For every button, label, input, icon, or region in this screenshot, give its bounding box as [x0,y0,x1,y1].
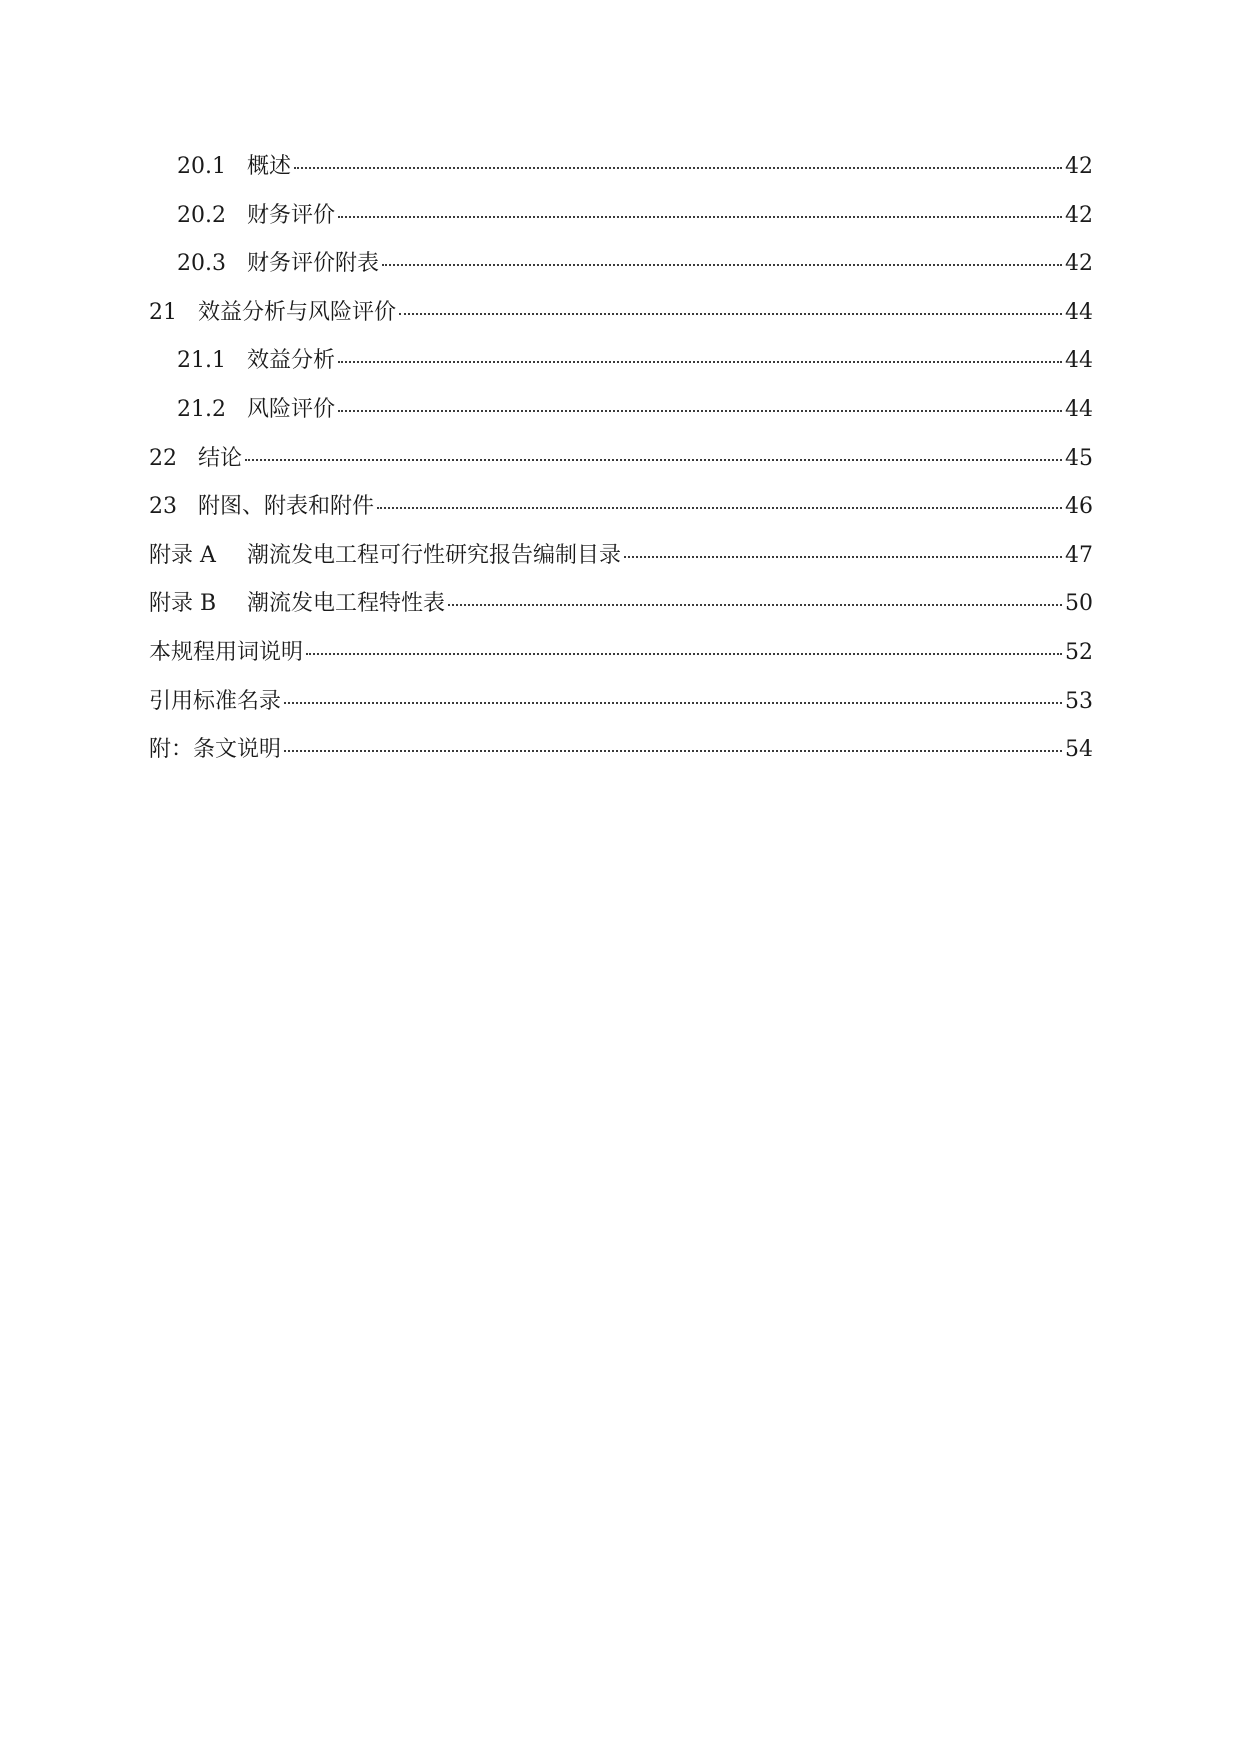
toc-entry-page: 53 [1065,688,1093,714]
toc-entry-title: 概述 [247,154,292,179]
toc-entry-page: 44 [1065,348,1093,374]
toc-entry-title: 潮流发电工程可行性研究报告编制目录 [247,542,622,568]
toc-entry-page: 44 [1065,299,1093,325]
toc-entry-title: 结论 [198,445,243,471]
toc-entry-title: 附图、附表和附件 [198,494,375,520]
toc-entry[interactable] [149,580,1093,629]
toc-dot-leader [294,165,1062,169]
toc-dot-leader [338,214,1062,218]
toc-dot-leader [399,311,1062,315]
toc-entry-title: 效益分析 [247,348,336,374]
toc-dot-leader [284,700,1062,704]
toc-entry[interactable] [149,386,1093,435]
toc-entry-title: 财务评价附表 [247,251,380,277]
toc-entry-page: 50 [1065,591,1093,617]
toc-entry[interactable] [149,532,1093,581]
toc-entry[interactable] [149,289,1093,338]
toc-entry-page: 42 [1065,154,1093,179]
toc-entry-page: 47 [1065,542,1093,568]
toc-entry[interactable] [149,483,1093,532]
toc-entry-title: 财务评价 [247,202,336,228]
toc-entry-page: 44 [1065,396,1093,422]
toc-entry-number: 20.1 [177,154,226,179]
toc-entry-title: 潮流发电工程特性表 [247,591,446,617]
toc-entry-page: 42 [1065,202,1093,228]
toc-dot-leader [377,505,1062,509]
toc-dot-leader [306,651,1062,655]
toc-entry-number: 21.1 [177,348,226,374]
toc-entry-page: 54 [1065,737,1093,763]
toc-entry[interactable] [149,240,1093,289]
toc-entry-number: 21.2 [177,396,226,422]
toc-entry-title: 本规程用词说明 [149,639,304,665]
table-of-contents [149,143,1093,775]
toc-entry[interactable] [149,726,1093,775]
toc-entry-number: 20.3 [177,251,226,277]
toc-entry-page: 52 [1065,639,1093,665]
toc-dot-leader [338,408,1062,412]
toc-entry-title: 效益分析与风险评价 [198,299,397,325]
toc-entry-page: 45 [1065,445,1093,471]
toc-entry-page: 42 [1065,251,1093,277]
toc-entry-title: 引用标准名录 [149,688,282,714]
toc-entry-number: 附录 A [149,542,216,568]
toc-entry-number: 23 [149,494,177,520]
toc-dot-leader [338,359,1062,363]
toc-entry-number: 22 [149,445,177,471]
toc-entry-title: 风险评价 [247,396,336,422]
toc-entry-page: 46 [1065,494,1093,520]
toc-entry[interactable] [149,143,1093,192]
toc-entry-number: 20.2 [177,202,226,228]
toc-dot-leader [448,602,1062,606]
toc-dot-leader [245,457,1062,461]
toc-entry-number: 附录 B [149,591,217,617]
toc-dot-leader [624,554,1062,558]
toc-entry[interactable] [149,629,1093,678]
toc-entry[interactable] [149,337,1093,386]
toc-entry[interactable] [149,192,1093,241]
toc-dot-leader [382,262,1062,266]
toc-entry[interactable] [149,435,1093,484]
toc-entry-number: 21 [149,299,177,325]
toc-entry[interactable] [149,678,1093,727]
toc-dot-leader [284,748,1062,752]
toc-entry-title: 附：条文说明 [149,737,282,763]
